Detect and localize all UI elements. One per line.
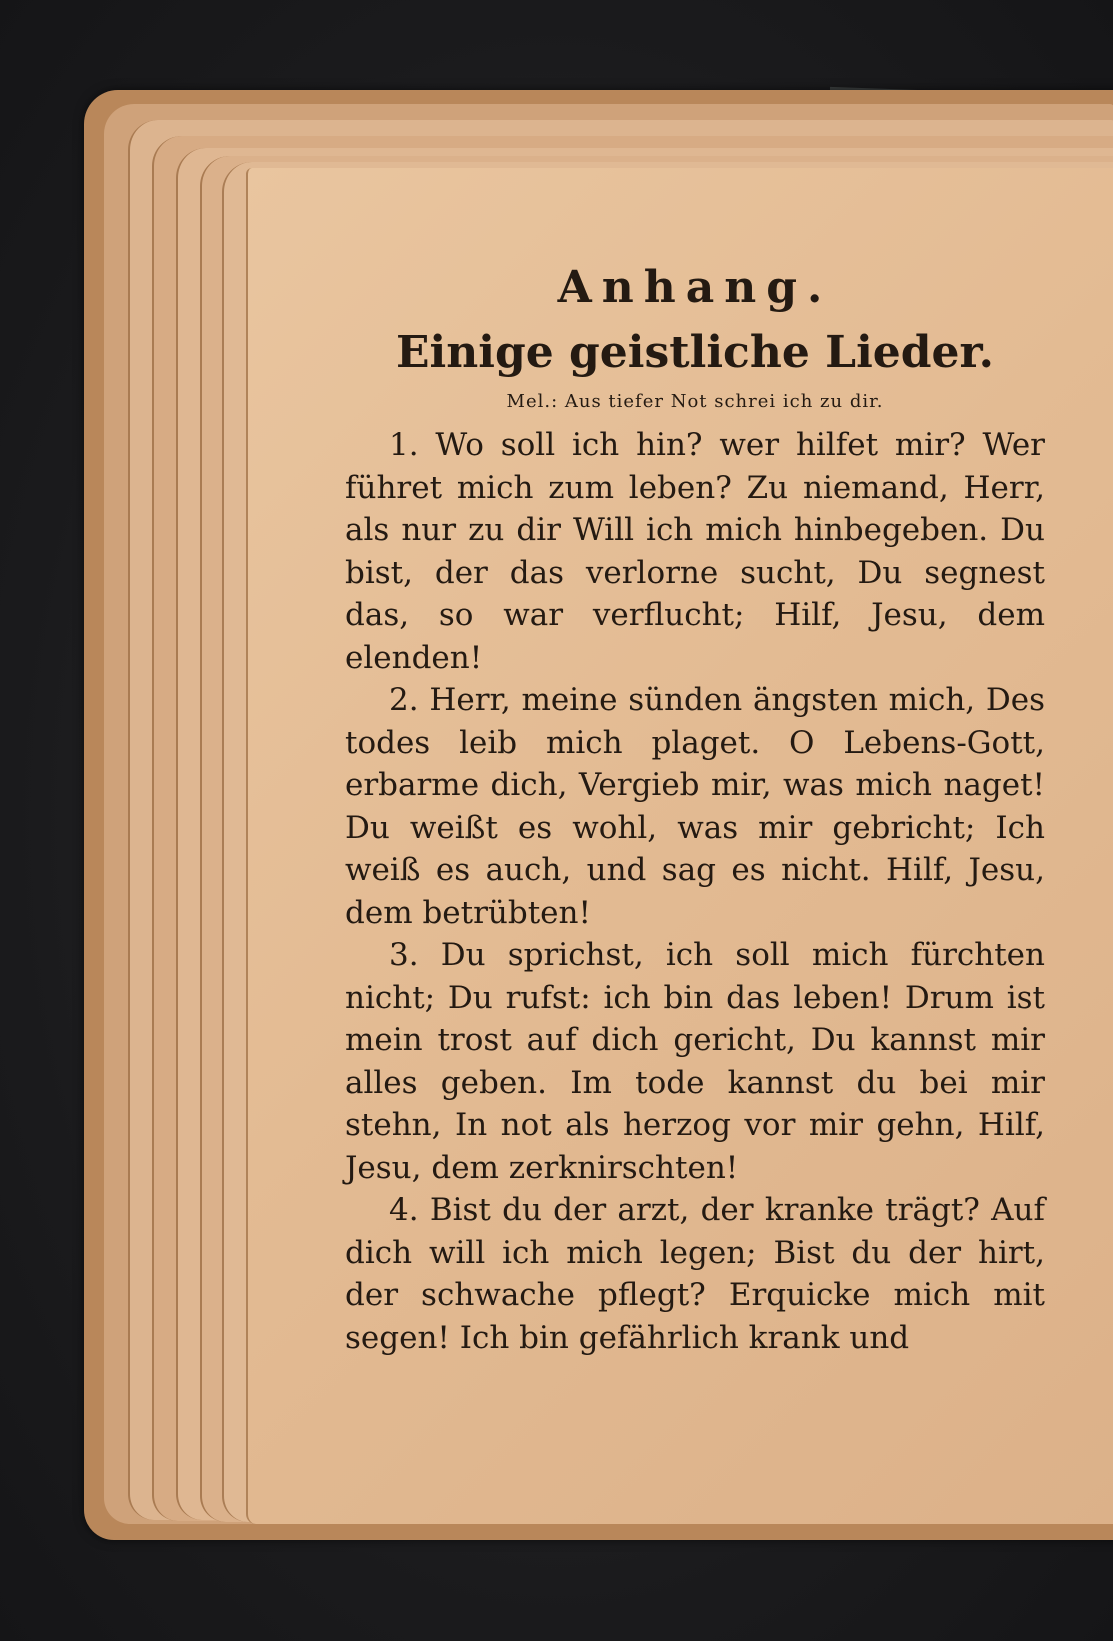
verse-3: 3. Du sprichst, ich soll mich fürchten nicht; Du rufst: ich bin das leben! Drum ist mein trost auf dich gericht, Du kannst mir alles geben. Im tode kannst du bei mir stehn, In not als herzog vor mir gehn, Hilf, Jesu, dem zerknirschten! — [345, 937, 1045, 1186]
verse-1: 1. Wo soll ich hin? wer hilfet mir? Wer führet mich zum leben? Zu niemand, Herr, als nur zu dir Will ich mich hinbegeben. Du bist, der das verlorne sucht, Du segnest das, so war verflucht; Hilf, Jesu, dem elenden! — [345, 427, 1045, 676]
chapter-title: Anhang. — [557, 262, 833, 313]
melody-line: Mel.: Aus tiefer Not schrei ich zu dir. — [506, 391, 884, 412]
page-text — [345, 262, 1045, 1359]
verse-4: 4. Bist du der arzt, der kranke trägt? Auf dich will ich mich legen; Bist du der hirt, der schwache pflegt? Erquicke mich mit segen! Ich bin gefährlich krank und — [345, 1192, 1045, 1356]
section-title: Einige geistliche Lieder. — [396, 327, 994, 378]
verse-2: 2. Herr, meine sünden ängsten mich, Des todes leib mich plaget. O Lebens-Gott, erbarme dich, Vergieb mir, was mich naget! Du weißt es wohl, was mir gebricht; Ich weiß es auch, und sag es nicht. Hilf, Jesu, dem betrübten! — [345, 682, 1045, 931]
